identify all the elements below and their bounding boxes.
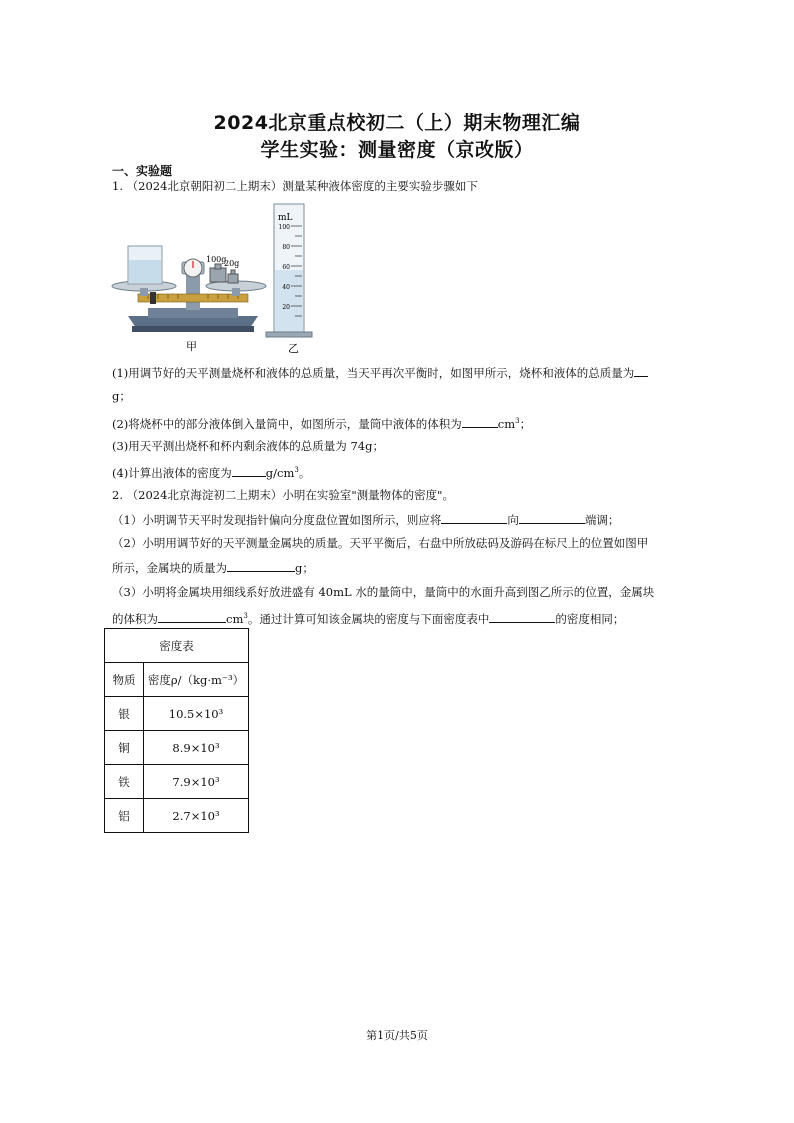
weight-label-100: 100g	[206, 255, 227, 264]
page-title: 2024北京重点校初二（上）期末物理汇编	[213, 112, 581, 134]
cylinder-tick-label: 80	[282, 244, 290, 251]
material-cell: 银	[105, 697, 144, 731]
q2-part1-text: 向	[507, 513, 519, 527]
q1-step1-unit: g；	[112, 389, 131, 403]
density-cell: 8.9×10³	[144, 731, 249, 765]
answer-blank[interactable]	[441, 511, 507, 524]
weight-label-20: 20g	[224, 259, 240, 268]
q1-step4-text: (4)计算出液体的密度为	[112, 465, 232, 480]
q2-part3-line2	[112, 608, 624, 627]
cylinder-tick-label: 60	[282, 264, 290, 271]
q2-part2-line2	[112, 559, 314, 576]
answer-blank[interactable]	[227, 559, 295, 572]
answer-blank[interactable]	[232, 464, 266, 477]
cylinder-unit-label: mL	[278, 213, 293, 223]
table-caption: 密度表	[105, 629, 249, 663]
q2-part3-line1: （3）小明将金属块用细线系好放进盛有 40mL 水的量筒中，量筒中的水面升高到图乙所示的位置，金属块	[112, 585, 655, 599]
page-footer: 第1页/共5页	[366, 1029, 428, 1042]
q1-step2	[112, 413, 531, 432]
q2-part2-line1: （2）小明用调节好的天平测量金属块的质量。天平平衡后，右盘中所放砝码及游码在标尺上的位置如图甲	[112, 536, 649, 550]
answer-blank[interactable]	[519, 511, 585, 524]
cylinder-tick-label: 100	[278, 224, 290, 231]
table-header-material: 物质	[105, 663, 144, 697]
material-cell: 铁	[105, 765, 144, 799]
table-header-density: 密度ρ/（kg·m⁻³）	[144, 663, 249, 697]
unit-superscript: 3	[515, 417, 520, 425]
table-row	[105, 731, 249, 765]
density-cell: 2.7×10³	[144, 799, 249, 833]
unit-text: cm	[226, 611, 244, 626]
unit-text: cm	[497, 416, 516, 431]
density-table	[104, 628, 249, 833]
q2-part1-text: （1）小明调节天平时发现指针偏向分度盘位置如图所示，则应将	[112, 513, 442, 527]
q1-step4	[112, 462, 310, 481]
balance-scale-illustration	[112, 246, 266, 332]
answer-blank[interactable]	[634, 364, 648, 377]
table-row	[105, 799, 249, 833]
cylinder-tick-label: 40	[282, 284, 290, 291]
density-cell: 7.9×10³	[144, 765, 249, 799]
q2-part3-text: 的密度相同；	[555, 611, 625, 626]
page-subtitle: 学生实验：测量密度（京改版）	[260, 139, 534, 161]
q2-part1-text: 端调；	[584, 513, 620, 527]
q2-intro: 2. （2024北京海淀初二上期末）小明在实验室"测量物体的密度"。	[112, 488, 454, 502]
punctuation: 。	[298, 465, 311, 480]
balance-and-cylinder-figure	[108, 198, 318, 356]
q1-step3: (3)用天平测出烧杯和杯内剩余液体的总质量为 74g；	[112, 439, 384, 453]
q1-step2-text: (2)将烧杯中的部分液体倒入量筒中，如图所示，量筒中液体的体积为	[112, 416, 462, 431]
answer-blank[interactable]	[489, 610, 555, 623]
density-cell: 10.5×10³	[144, 697, 249, 731]
q2-part2-text: g；	[295, 561, 314, 575]
unit-superscript: 3	[243, 612, 248, 620]
material-cell: 铝	[105, 799, 144, 833]
answer-blank[interactable]	[158, 610, 226, 623]
cylinder-tick-label: 20	[282, 304, 290, 311]
q1-intro: 1. （2024北京朝阳初二上期末）测量某种液体密度的主要实验步骤如下	[112, 179, 478, 193]
q1-step1-text: (1)用调节好的天平测量烧杯和液体的总质量，当天平再次平衡时，如图甲所示，烧杯和液体的总质量为	[112, 366, 635, 380]
figure-caption-jia: 甲	[186, 340, 197, 353]
unit-text: g/cm	[265, 465, 295, 480]
table-row	[105, 697, 249, 731]
table-row	[105, 765, 249, 799]
answer-blank[interactable]	[462, 415, 498, 428]
q2-part3-text: 。通过计算可知该金属块的密度与下面密度表中	[247, 611, 490, 626]
punctuation: ；	[519, 416, 532, 431]
q2-part1	[112, 511, 619, 528]
q2-part3-text: 的体积为	[112, 611, 158, 626]
section-heading: 一、实验题	[112, 164, 173, 178]
q1-step1	[112, 364, 648, 381]
q2-part2-text: 所示，金属块的质量为	[112, 561, 227, 575]
unit-superscript: 3	[294, 466, 299, 474]
material-cell: 铜	[105, 731, 144, 765]
figure-caption-yi: 乙	[288, 342, 299, 355]
